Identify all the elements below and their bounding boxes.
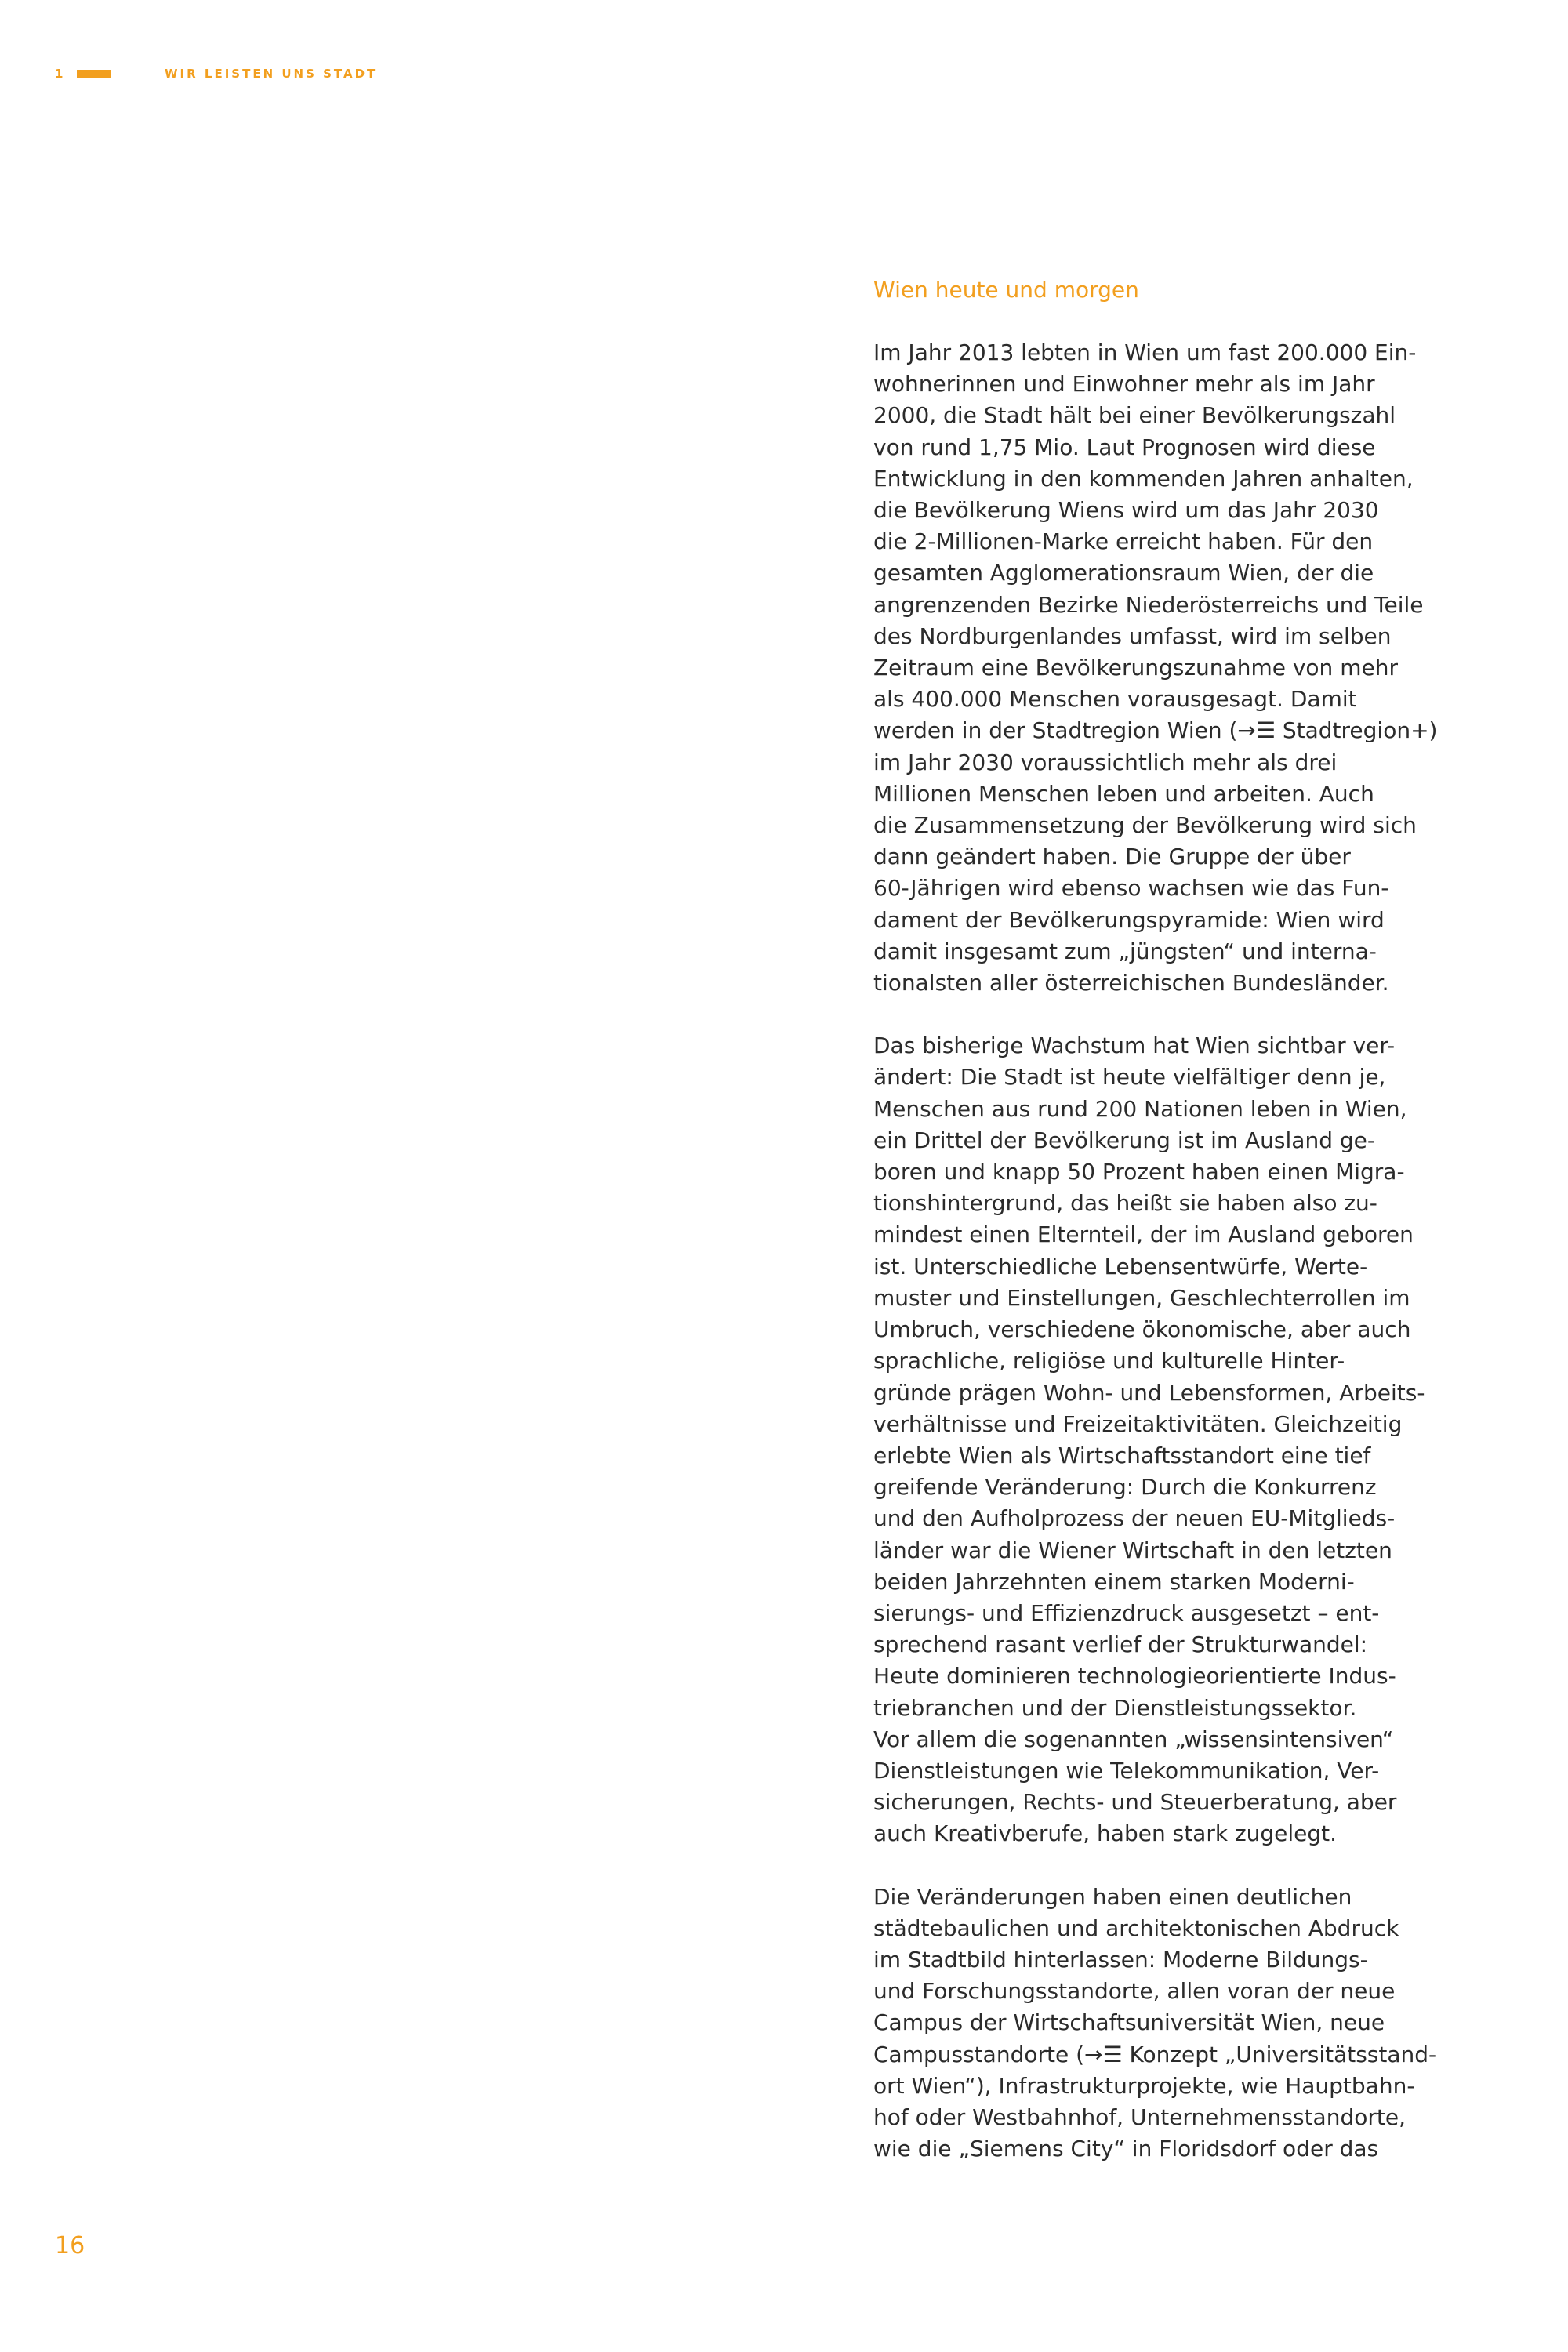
main-text-column xyxy=(873,274,1438,2196)
chapter-title: WIR LEISTEN UNS STADT xyxy=(165,67,378,81)
page-number: 16 xyxy=(55,2232,85,2259)
body-paragraph-1: Im Jahr 2013 lebten in Wien um fast 200.000 Ein- wohnerinnen und Einwohner mehr als im Jahr 2000, die Stadt hält bei einer Bevölkerungszahl von rund 1,75 Mio. Laut Prognosen wird diese Entwicklung in den kommenden Jahren anhalten, die Bevölkerung Wiens wird um das Jahr 2030 die 2-Millionen-Marke erreicht haben. Für den gesamten Agglomerationsraum Wien, der die angrenzenden Bezirke Niederösterreichs und Teile des Nordburgenlandes umfasst, wird im selben Zeitraum eine Bevölkerungszunahme von mehr als 400.000 Menschen vorausgesagt. Damit werden in der Stadtregion Wien (→☰ Stadtregion+) im Jahr 2030 voraussichtlich mehr als drei Millionen Menschen leben und arbeiten. Auch die Zusammensetzung der Bevölkerung wird sich dann geändert haben. Die Gruppe der über 60-Jährigen wird ebenso wachsen wie das Fun- dament der Bevölkerungspyramide: Wien wird damit insgesamt zum „jüngsten“ und interna- tionalsten aller österreichischen Bundesländer. xyxy=(873,339,1438,996)
body-paragraph-3: Die Veränderungen haben einen deutlichen städtebaulichen und architektonischen Abdruck im Stadtbild hinterlassen: Moderne Bildungs- und Forschungsstandorte, allen voran der neue Campus der Wirtschaftsuniversität Wien, neue Campusstandorte (→☰ Konzept „Universitätsstand- ort Wien“), Infrastrukturprojekte, wie Hauptbahn- hof oder Westbahnhof, Unternehmensstandorte, wie die „Siemens City“ in Floridsdorf oder das xyxy=(873,1883,1437,2162)
body-paragraph-2: Das bisherige Wachstum hat Wien sichtbar ver- ändert: Die Stadt ist heute vielfältiger denn je, Menschen aus rund 200 Nationen leben in Wien, ein Drittel der Bevölkerung ist im Ausland ge- boren und knapp 50 Prozent haben einen Migra- tionshintergrund, das heißt sie haben also zu- mindest einen Elternteil, der im Ausland geboren ist. Unterschiedliche Lebensentwürfe, Werte- muster und Einstellungen, Geschlechterrollen im Umbruch, verschiedene ökonomische, aber auch sprachliche, religiöse und kulturelle Hinter- gründe prägen Wohn- und Lebensformen, Arbeits- verhältnisse und Freizeitaktivitäten. Gleichzeitig erlebte Wien als Wirtschaftsstandort eine tief greifende Veränderung: Durch die Konkurrenz und den Aufholprozess der neuen EU-Mitglieds- länder war die Wiener Wirtschaft in den letzten beiden Jahrzehnten einem starken Moderni- sierungs- und Effizienzdruck ausgesetzt – ent- sprechend rasant verlief der Strukturwandel: Heute dominieren technologieorientierte Indus- triebranchen und der Dienstleistungssektor. Vor allem die sogenannten „wissensintensiven“ Dienstleistungen wie Telekommunikation, Ver- sicherungen, Rechts- und Steuerberatung, aber auch Kreativberufe, haben stark zugelegt. xyxy=(873,1033,1425,1847)
chapter-bar-decoration xyxy=(77,70,111,78)
chapter-number: 1 xyxy=(55,67,64,81)
section-heading: Wien heute und morgen xyxy=(873,277,1139,303)
